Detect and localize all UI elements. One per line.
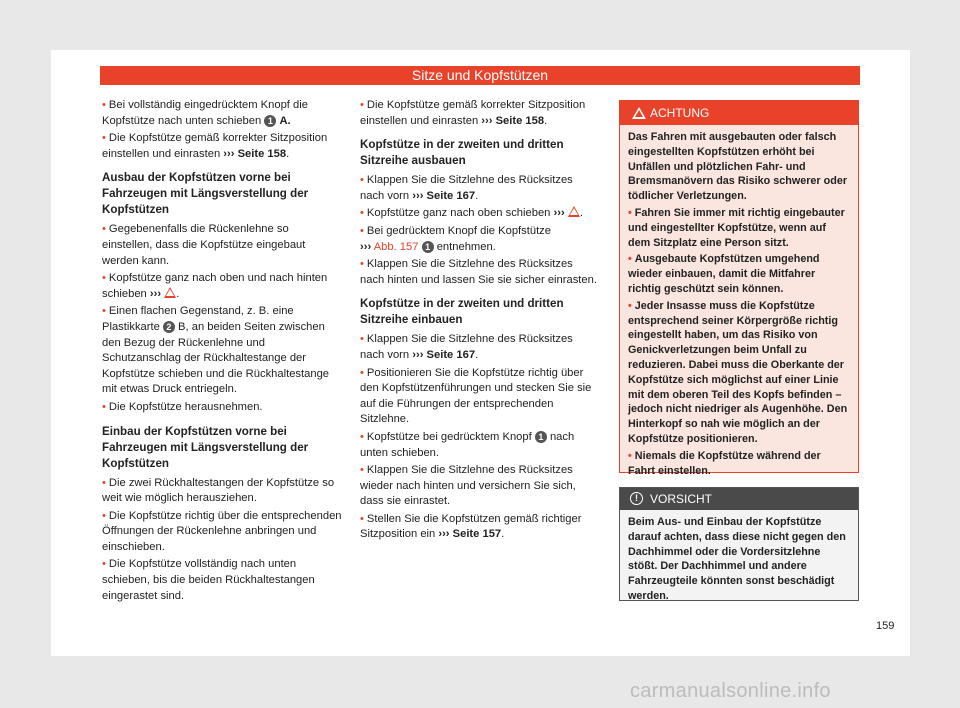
list-item: • Die Kopfstütze gemäß korrekter Sitzposition einstellen und einrasten ››› Seite 158. xyxy=(360,99,586,127)
warning-box-title: ACHTUNG xyxy=(650,106,710,120)
list-item: • Ausgebaute Kopfstützen umgehend wieder einbauen, damit die Mitfahrer richtig geschützt sein können. xyxy=(628,253,820,295)
list-item: • Klappen Sie die Sitzlehne des Rücksitzes nach vorn ››› Seite 167. xyxy=(360,333,573,361)
list-item: • Jeder Insasse muss die Kopfstütze entsprechend seiner Körpergröße richtig eingestellt haben, um das Risiko von Genickverletzungen beim Unfall zu reduzieren. Dabei muss die Oberkante der Kopfstütze sich möglichst auf einer Linie mit dem oberen Teil des Kopfs befinden – jedoch nicht niedriger als Augenhöhe. Den Hinterkopf so nah wie möglich an der Kopfstütze positionieren. xyxy=(628,299,848,445)
list-item: • Klappen Sie die Sitzlehne des Rücksitzes nach vorn ››› Seite 167. xyxy=(360,174,573,202)
list-item: • Kopfstütze ganz nach oben und nach hinten schieben ››› . xyxy=(102,272,328,300)
list-item: • Einen flachen Gegenstand, z. B. eine Plastikkarte 2 B, an beiden Seiten zwischen den Bezug der Rückenlehne und Schutzanschlag der Rückhaltestange der Kopfstütze schieben und die Rückhaltestange mit etwas Druck entriegeln. xyxy=(102,305,330,396)
list-item: • Niemals die Kopfstütze während der Fahrt einstellen. xyxy=(628,449,821,477)
section-heading: Kopfstütze in der zweiten und dritten Sitzreihe ausbauen xyxy=(360,138,564,168)
list-item: • Klappen Sie die Sitzlehne des Rücksitzes nach hinten und lassen Sie sie sicher einrasten. xyxy=(360,258,597,286)
page-title: Sitze und Kopfstützen xyxy=(100,66,860,85)
warning-reference-link[interactable]: ››› xyxy=(553,207,565,220)
page-number: 159 xyxy=(876,620,895,632)
list-item: • Stellen Sie die Kopfstützen gemäß richtiger Sitzposition ein ››› Seite 157. xyxy=(360,512,582,541)
list-item: • Die Kopfstütze gemäß korrekter Sitzposition einstellen und einrasten ››› Seite 158. xyxy=(102,132,328,160)
warning-box-body xyxy=(620,125,858,478)
page-reference-link[interactable]: ››› Seite 167 xyxy=(412,189,476,202)
section-heading: Einbau der Kopfstützen vorne bei Fahrzeugen mit Längsverstellung der Kopfstützen xyxy=(102,424,309,470)
section-heading: Ausbau der Kopfstützen vorne bei Fahrzeugen mit Längsverstellung der Kopfstützen xyxy=(102,171,309,217)
watermark: carmanualsonline.info xyxy=(630,680,831,702)
list-item: • Die zwei Rückhaltestangen der Kopfstütze so weit wie möglich herausziehen. xyxy=(102,476,335,505)
page-reference-link[interactable]: ››› Seite 158 xyxy=(223,147,287,160)
warning-icon xyxy=(164,287,176,298)
list-item: • Gegebenenfalls die Rückenlehne so einstellen, dass die Kopfstütze eingebaut werden kann. xyxy=(102,223,306,267)
list-item: • Die Kopfstütze herausnehmen. xyxy=(102,400,263,413)
column-middle xyxy=(360,98,600,545)
list-item: • Bei gedrücktem Knopf die Kopfstütze ››› Abb. 157 1 entnehmen. xyxy=(360,224,552,253)
warning-reference-link[interactable]: ››› xyxy=(149,287,162,300)
callout-number: 1 xyxy=(264,115,276,127)
page-reference-link[interactable]: ››› Seite 158 xyxy=(481,114,545,127)
caution-text: Beim Aus- und Einbau der Kopfstütze darauf achten, dass diese nicht gegen den Dachhimmel oder die Vordersitzlehne stößt. Der Dachhimmel und andere Fahrzeugteile könnten sonst beschädigt werden. xyxy=(628,516,846,602)
caution-box-title: VORSICHT xyxy=(650,492,713,506)
exclamation-circle-icon: ! xyxy=(630,492,643,505)
list-item: • Bei vollständig eingedrücktem Knopf die Kopfstütze nach unten schieben 1 A. xyxy=(102,99,308,127)
callout-number: 1 xyxy=(535,431,547,443)
list-item: • Klappen Sie die Sitzlehne des Rücksitzes wieder nach hinten und versichern Sie sich, dass sie einrastet. xyxy=(360,464,576,508)
callout-number: 2 xyxy=(163,321,175,333)
callout-number: 1 xyxy=(422,241,434,253)
section-heading: Kopfstütze in der zweiten und dritten Sitzreihe einbauen xyxy=(360,297,564,327)
warning-icon xyxy=(632,107,646,119)
warning-box xyxy=(619,100,859,477)
list-item: • Fahren Sie immer mit richtig eingebauter und eingestellter Kopfstütze, wenn auf dem Sitzplatz eine Person sitzt. xyxy=(628,206,845,249)
page-reference-link[interactable]: ››› Seite 167 xyxy=(412,348,476,361)
list-item: • Kopfstütze ganz nach oben schieben ››› . xyxy=(360,207,583,220)
list-item: • Positionieren Sie die Kopfstütze richtig über den Kopfstützenführungen und stecken Sie sie auf die Führungen der entsprechenden Sitzlehne. xyxy=(360,366,592,426)
figure-reference-link[interactable]: Abb. 157 xyxy=(373,240,419,253)
warning-box-header xyxy=(620,101,858,125)
warning-icon xyxy=(568,206,580,217)
column-left xyxy=(102,98,342,606)
page-reference-link[interactable]: ››› Seite 157 xyxy=(438,528,502,541)
warning-intro: Das Fahren mit ausgebauten oder falsch eingestellten Kopfstützen erhöht bei Unfällen und plötzlichen Fahr- und Bremsmanövern das Risiko schwerer oder tödlicher Verletzungen. xyxy=(628,131,848,203)
list-item: • Die Kopfstütze richtig über die entsprechenden Öffnungen der Rückenlehne anbringen und einschieben. xyxy=(102,509,342,553)
caution-box-header xyxy=(620,488,858,510)
list-item: • Die Kopfstütze vollständig nach unten schieben, bis die beiden Rückhaltestangen eingerastet sind. xyxy=(102,558,315,602)
caution-box-body xyxy=(620,510,858,604)
list-item: • Kopfstütze bei gedrücktem Knopf 1 nach unten schieben. xyxy=(360,430,575,459)
caution-box xyxy=(619,487,859,601)
figure-reference-arrow: ››› xyxy=(360,240,372,253)
